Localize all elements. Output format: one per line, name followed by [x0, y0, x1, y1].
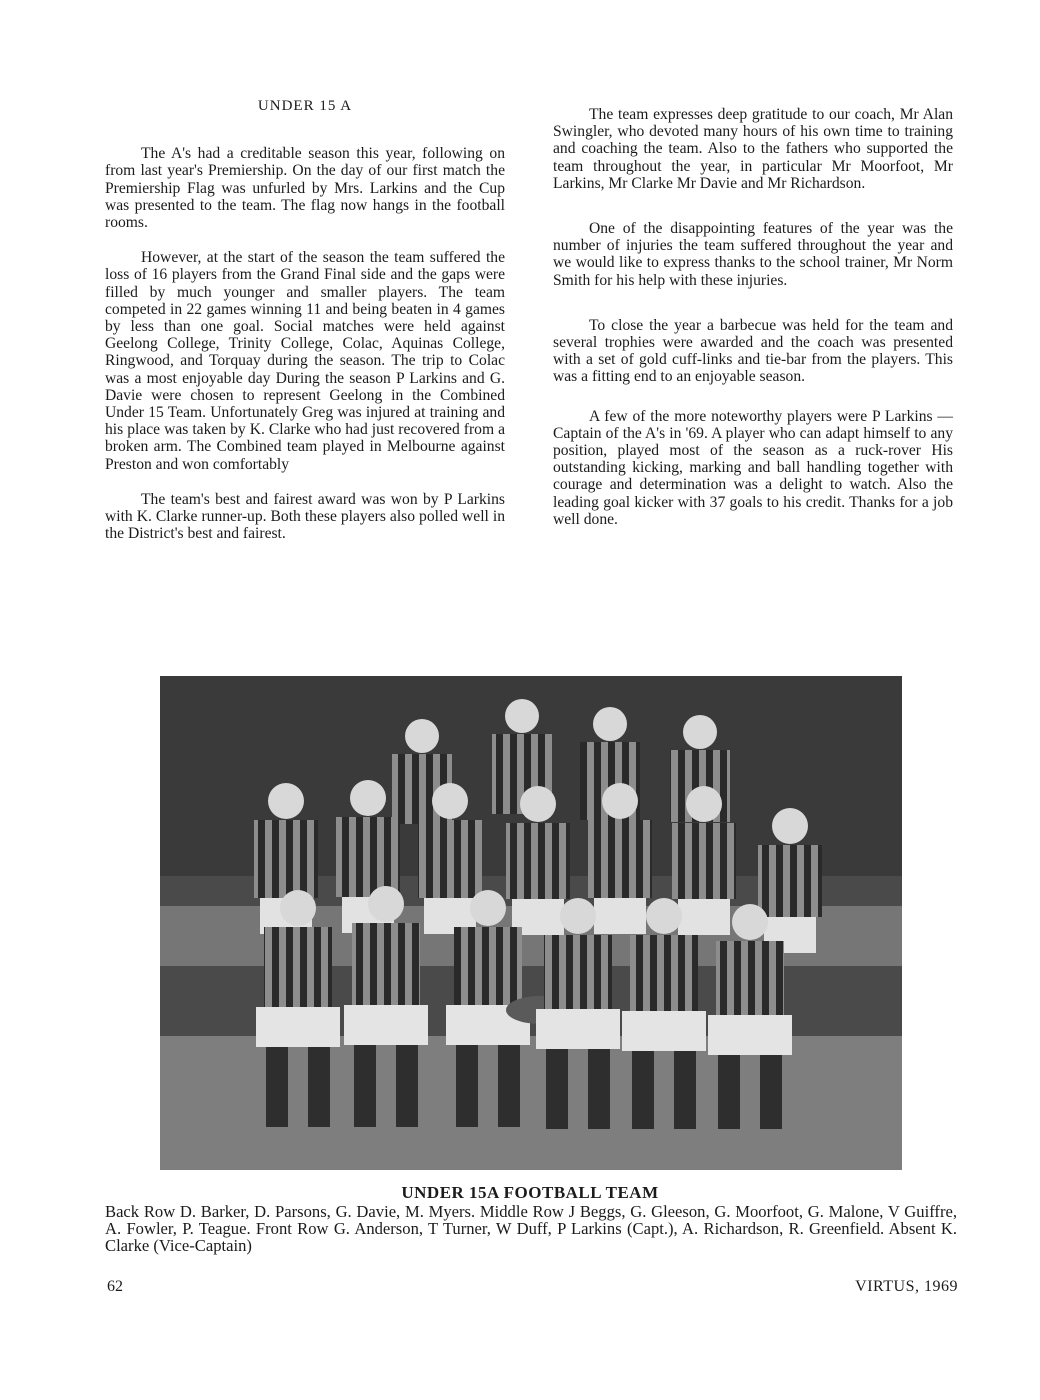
paragraph: The team expresses deep gratitude to our coach, Mr Alan Swingler, who devoted many hours of his own time to training and coaching the team. Also to the fathers who supported the team throughout the year, in particular Mr Moorfoot, Mr Larkins, Mr Clarke Mr Davie and Mr Richardson. — [553, 106, 953, 192]
left-column — [105, 98, 505, 542]
photo-caption-title: UNDER 15A FOOTBALL TEAM — [401, 1183, 659, 1202]
team-photo-illustration — [160, 676, 902, 1170]
page-number: 62 — [107, 1278, 123, 1295]
paragraph: However, at the start of the season the team suffered the loss of 16 players from the Grand Final side and the gaps were filled by much younger and smaller players. The team competed in 22 games winning 11 and being beaten in 4 games by less than one goal. Social matches were held against Geelong College, Trinity College, Colac, Aquinas College, Ringwood, and Torquay during the season. The trip to Colac was a most enjoyable day During the season P Larkins and G. Davie were chosen to represent Geelong in the Combined Under 15 Team. Unfortunately Greg was injured at training and his place was taken by K. Clarke who had just recovered from a broken arm. The Combined team played in Melbourne against Preston and won comfortably — [105, 249, 505, 473]
paragraph: The A's had a creditable season this year, following on from last year's Premiership. On the day of our first match the Premiership Flag was unfurled by Mrs. Larkins and the Cup was presented to the team. The flag now hangs in the football rooms. — [105, 145, 505, 232]
team-photo — [160, 676, 902, 1170]
paragraph: A few of the more noteworthy players were P Larkins — Captain of the A's in '69. A player who can adapt himself to any position, played most of the season as a ruck-rover His outstanding kicking, marking and ball handling together with courage and determination was a delight to watch. Also the leading goal kicker with 37 goals to his credit. Thanks for a job well done. — [553, 407, 953, 528]
publication-footer: VIRTUS, 1969 — [855, 1278, 958, 1295]
photo-caption-text: Back Row D. Barker, D. Parsons, G. Davie, M. Myers. Middle Row J Beggs, G. Gleeson, G. Moorfoot, G. Malone, V Guiffre, A. Fowler, P. Teague. Front Row G. Anderson, T Turner, W Duff, P Larkins (Capt.), A. Richardson, R. Greenfield. Absent K. Clarke (Vice-Captain) — [105, 1202, 957, 1255]
paragraph: The team's best and fairest award was won by P Larkins with K. Clarke runner-up. Both these players also polled well in the District's best and fairest. — [105, 490, 505, 543]
article-heading: UNDER 15 A — [257, 98, 353, 114]
right-column — [553, 106, 953, 528]
paragraph: To close the year a barbecue was held for the team and several trophies were awarded and the coach was presented with a set of gold cuff-links and tie-bar from the players. This was a fitting end to an enjoyable season. — [553, 316, 953, 386]
paragraph: One of the disappointing features of the year was the number of injuries the team suffered throughout the year and we would like to express thanks to the school trainer, Mr Norm Smith for his help with these injuries. — [553, 220, 953, 289]
